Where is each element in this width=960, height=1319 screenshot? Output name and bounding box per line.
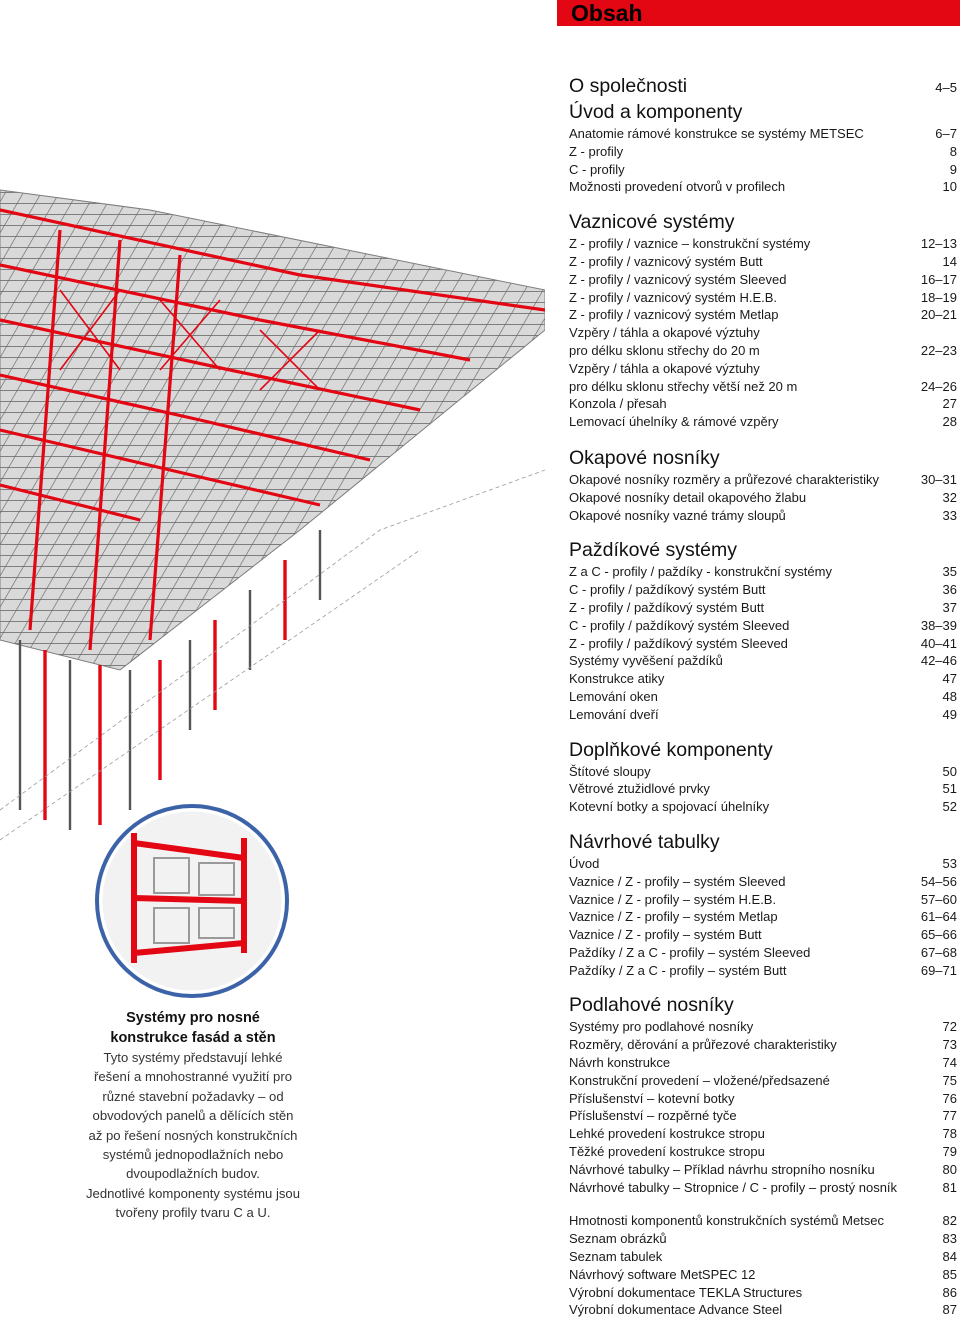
toc-entry[interactable] — [569, 360, 957, 378]
caption-title-2: konstrukce fasád a stěn — [110, 1030, 276, 1046]
toc-entry-label: Z - profily / vaznicový systém Butt — [569, 253, 763, 269]
toc-entry[interactable] — [569, 161, 957, 179]
toc-entry[interactable] — [569, 1248, 957, 1266]
toc-entry-pages: 81 — [942, 1179, 957, 1195]
toc-entry-label: Příslušenství – rozpěrné tyče — [569, 1108, 737, 1124]
toc-list-intro — [569, 125, 957, 196]
steel-frame-illustration — [0, 170, 545, 850]
toc-list-purlins — [569, 235, 957, 431]
toc-entry[interactable] — [569, 324, 957, 342]
toc-entry-pages: 10 — [942, 179, 957, 195]
toc-entry-pages: 38–39 — [920, 617, 957, 633]
toc-entry[interactable] — [569, 1054, 957, 1072]
toc-entry[interactable] — [569, 635, 957, 653]
toc-entry-label: Hmotnosti komponentů konstrukčních systémů Metsec — [569, 1213, 885, 1229]
toc-entry-label: Z - profily / vaznicový systém Metlap — [569, 307, 779, 323]
toc-entry[interactable] — [569, 342, 957, 360]
toc-entry-label: Okapové nosníky vazné trámy sloupů — [569, 507, 786, 523]
toc-entry-label: Z - profily / vaznice – konstrukční systémy — [569, 236, 811, 252]
toc-entry-label: Paždíky / Z a C - profily – systém Butt — [569, 962, 787, 978]
toc-entry-pages: 72 — [942, 1019, 957, 1035]
toc-entry[interactable] — [569, 688, 957, 706]
toc-entry[interactable] — [569, 1107, 957, 1125]
toc-entry[interactable] — [569, 962, 957, 980]
toc-list-appendix — [569, 1212, 957, 1319]
toc-entry-label: Vzpěry / táhla a okapové výztuhy — [569, 360, 760, 376]
toc-entry[interactable] — [569, 1072, 957, 1090]
toc-entry[interactable] — [569, 306, 957, 324]
caption-line: řešení a mnohostranné využití pro — [94, 1069, 292, 1085]
caption-line: až po řešení nosných konstrukčních — [88, 1127, 298, 1143]
toc-list-rails — [569, 563, 957, 723]
toc-section-extras[interactable]: Doplňkové komponenty — [569, 738, 773, 761]
toc-entry-label: Z - profily / paždíkový systém Butt — [569, 599, 765, 615]
toc-entry-label: Návrh konstrukce — [569, 1055, 671, 1071]
toc-entry[interactable] — [569, 1266, 957, 1284]
toc-entry-pages: 73 — [942, 1037, 957, 1053]
toc-entry-label: Anatomie rámové konstrukce se systémy METSEC — [569, 126, 864, 141]
toc-entry-pages: 61–64 — [920, 909, 957, 925]
toc-entry[interactable] — [569, 926, 957, 944]
toc-entry-pages: 20–21 — [920, 307, 957, 323]
toc-entry-label: Lehké provedení kostrukce stropu — [569, 1126, 765, 1142]
toc-entry-label: Konzola / přesah — [569, 396, 667, 412]
toc-entry[interactable] — [569, 944, 957, 962]
caption-line: systémů jednopodlažních nebo — [102, 1147, 284, 1163]
toc-entry[interactable] — [569, 617, 957, 635]
toc-entry-label: Konstrukční provedení – vložené/předsazené — [569, 1072, 830, 1088]
toc-entry-pages: 6–7 — [935, 126, 957, 141]
toc-entry[interactable] — [569, 235, 957, 253]
toc-entry-label: Seznam tabulek — [569, 1249, 663, 1265]
toc-entry-label: Lemování oken — [569, 688, 658, 704]
toc-entry-label: C - profily / paždíkový systém Butt — [569, 582, 766, 598]
toc-entry-pages: 33 — [942, 507, 957, 523]
toc-entry-label: Těžké provedení kostrukce stropu — [569, 1144, 765, 1160]
toc-entry-pages: 30–31 — [920, 471, 957, 487]
toc-entry-pages: 83 — [942, 1231, 957, 1247]
toc-entry-pages: 78 — [942, 1126, 957, 1142]
toc-entry-pages: 54–56 — [920, 873, 957, 889]
toc-entry[interactable] — [569, 763, 957, 781]
toc-entry-label: Z - profily / vaznicový systém H.E.B. — [569, 289, 778, 305]
toc-entry[interactable] — [569, 599, 957, 617]
caption-line: tvořeny profily tvaru C a U. — [115, 1205, 271, 1221]
toc-entry[interactable] — [569, 798, 957, 816]
toc-entry[interactable] — [569, 253, 957, 271]
toc-entry-label: Vzpěry / táhla a okapové výztuhy — [569, 325, 760, 341]
toc-entry-pages: 53 — [942, 855, 957, 871]
toc-entry-pages: 80 — [942, 1161, 957, 1177]
toc-entry[interactable] — [569, 1036, 957, 1054]
caption-title-1: Systémy pro nosné — [126, 1010, 260, 1026]
toc-entry[interactable] — [569, 652, 957, 670]
toc-entry[interactable] — [569, 125, 957, 143]
toc-entry-label: Z a C - profily / paždíky - konstrukční systémy — [569, 564, 832, 580]
toc-entry-pages: 18–19 — [920, 289, 957, 305]
toc-entry-pages: 28 — [942, 414, 957, 430]
caption-line: Tyto systémy představují lehké — [103, 1050, 283, 1065]
toc-entry-pages: 65–66 — [920, 927, 957, 943]
toc-entry-pages: 85 — [942, 1266, 957, 1282]
toc-entry-label: Kotevní botky a spojovací úhelníky — [569, 799, 770, 815]
toc-entry-label: C - profily — [569, 161, 625, 177]
toc-entry[interactable] — [569, 1284, 957, 1302]
toc-entry-label: Vaznice / Z - profily – systém Sleeved — [569, 873, 786, 889]
toc-entry[interactable] — [569, 1143, 957, 1161]
toc-entry[interactable] — [569, 378, 957, 396]
toc-entry-label: Příslušenství – kotevní botky — [569, 1090, 735, 1106]
toc-entry[interactable] — [569, 563, 957, 581]
toc-entry[interactable] — [569, 780, 957, 798]
caption-line: obvodových panelů a dělících stěn — [92, 1108, 294, 1124]
toc-entry[interactable] — [569, 507, 957, 525]
page-title: Obsah — [571, 0, 643, 26]
toc-entry[interactable] — [569, 908, 957, 926]
toc-entry-pages: 27 — [942, 396, 957, 412]
toc-entry[interactable] — [569, 1212, 957, 1230]
toc-entry-label: Větrové ztužidlové prvky — [569, 781, 710, 797]
toc-list-eaves — [569, 471, 957, 524]
toc-entry[interactable] — [569, 1018, 957, 1036]
toc-entry-pages: 82 — [942, 1213, 957, 1229]
toc-entry-pages: 50 — [942, 763, 957, 779]
toc-entry-pages: 49 — [942, 706, 957, 722]
toc-entry[interactable] — [569, 289, 957, 307]
toc-entry-pages: 9 — [949, 161, 957, 177]
toc-section-rails[interactable]: Paždíkové systémy — [569, 539, 737, 562]
toc-entry[interactable] — [569, 873, 957, 891]
toc-entry-label: Návrhové tabulky – Stropnice / C - profily – prostý nosník — [569, 1179, 898, 1195]
toc-entry-label: Rozměry, děrování a průřezové charakteristiky — [569, 1037, 837, 1053]
table-of-contents — [569, 74, 957, 1319]
toc-list-extras — [569, 763, 957, 816]
toc-entry-pages: 16–17 — [920, 271, 957, 287]
toc-section-purlins[interactable]: Vaznicové systémy — [569, 211, 735, 234]
toc-entry-pages: 76 — [942, 1090, 957, 1106]
toc-entry[interactable] — [569, 395, 957, 413]
toc-entry-label: pro délku sklonu střechy větší než 20 m — [569, 378, 798, 394]
toc-entry[interactable] — [569, 471, 957, 489]
toc-entry[interactable] — [569, 1301, 957, 1319]
toc-entry-label: Z - profily — [569, 143, 624, 159]
toc-entry-pages: 87 — [942, 1302, 957, 1318]
toc-entry[interactable] — [569, 1179, 957, 1197]
toc-entry[interactable] — [569, 891, 957, 909]
toc-entry-pages: 67–68 — [920, 944, 957, 960]
toc-entry[interactable] — [569, 1125, 957, 1143]
toc-entry-pages: 74 — [942, 1055, 957, 1071]
toc-list-tables — [569, 855, 957, 980]
toc-entry-pages: 84 — [942, 1249, 957, 1265]
toc-entry-label: Seznam obrázků — [569, 1231, 667, 1247]
toc-entry-label: C - profily / paždíkový systém Sleeved — [569, 617, 790, 633]
caption-line: Jednotlivé komponenty systému jsou — [86, 1185, 300, 1201]
toc-list-floor — [569, 1018, 957, 1196]
toc-entry-pages: 12–13 — [920, 236, 957, 252]
toc-entry-pages: 52 — [942, 799, 957, 815]
toc-entry-label: Možnosti provedení otvorů v profilech — [569, 179, 786, 195]
toc-entry-label: Výrobní dokumentace Advance Steel — [569, 1302, 783, 1318]
toc-entry-pages: 35 — [942, 564, 957, 580]
toc-entry-label: Vaznice / Z - profily – systém Metlap — [569, 909, 778, 925]
toc-entry-label: Vaznice / Z - profily – systém H.E.B. — [569, 891, 777, 907]
toc-entry-label: Návrhové tabulky – Příklad návrhu stropního nosníku — [569, 1161, 875, 1177]
toc-entry-pages: 57–60 — [920, 891, 957, 907]
toc-entry-pages: 75 — [942, 1072, 957, 1088]
toc-entry[interactable] — [569, 489, 957, 507]
toc-entry-label: Výrobní dokumentace TEKLA Structures — [569, 1284, 803, 1300]
toc-entry[interactable] — [569, 271, 957, 289]
toc-entry-pages: 48 — [942, 688, 957, 704]
toc-section-floor[interactable]: Podlahové nosníky — [569, 994, 734, 1017]
toc-entry-pages: 47 — [942, 671, 957, 687]
toc-section-eaves[interactable]: Okapové nosníky — [569, 446, 720, 469]
toc-entry-pages: 8 — [949, 143, 957, 159]
toc-entry[interactable] — [569, 178, 957, 196]
toc-entry-label: Lemovací úhelníky & rámové vzpěry — [569, 414, 779, 430]
toc-entry-pages: 22–23 — [920, 342, 957, 358]
caption — [60, 1008, 326, 1223]
toc-entry-label: Lemování dveří — [569, 706, 659, 722]
toc-entry-label: Systémy vyvěšení paždíků — [569, 653, 723, 669]
toc-entry-pages: 86 — [942, 1284, 957, 1300]
toc-entry-pages: 24–26 — [920, 378, 957, 394]
toc-entry[interactable] — [569, 413, 957, 431]
facade-system-callout — [94, 803, 290, 999]
toc-section-intro[interactable]: Úvod a komponenty — [569, 101, 743, 123]
toc-entry[interactable] — [569, 1161, 957, 1179]
toc-entry-label: Návrhový software MetSPEC 12 — [569, 1266, 756, 1282]
toc-entry-pages: 51 — [942, 781, 957, 797]
toc-entry[interactable] — [569, 706, 957, 724]
toc-entry-pages: 77 — [942, 1108, 957, 1124]
toc-entry-label: Okapové nosníky detail okapového žlabu — [569, 489, 807, 505]
toc-entry-label: Okapové nosníky rozměry a průřezové charakteristiky — [569, 471, 879, 487]
toc-entry-pages: 37 — [942, 599, 957, 615]
toc-section-about[interactable]: O společnosti 4–5 — [569, 75, 957, 97]
caption-line: dvoupodlažních budov. — [126, 1166, 260, 1182]
toc-entry-pages: 42–46 — [920, 653, 957, 669]
toc-entry-label: pro délku sklonu střechy do 20 m — [569, 342, 760, 358]
toc-entry-pages: 14 — [942, 253, 957, 269]
toc-entry-label: Vaznice / Z - profily – systém Butt — [569, 927, 762, 943]
toc-entry[interactable] — [569, 1090, 957, 1108]
toc-entry-label: Z - profily / vaznicový systém Sleeved — [569, 271, 787, 287]
toc-entry-pages: 32 — [942, 489, 957, 505]
toc-entry-label: Úvod — [569, 855, 600, 871]
toc-entry-pages: 40–41 — [920, 635, 957, 651]
toc-entry-label: Štítové sloupy — [569, 763, 651, 779]
toc-entry-label: Systémy pro podlahové nosníky — [569, 1019, 754, 1035]
toc-entry[interactable] — [569, 855, 957, 873]
toc-entry[interactable] — [569, 1230, 957, 1248]
title-bar — [557, 0, 960, 26]
toc-entry-label: Paždíky / Z a C - profily – systém Sleeved — [569, 944, 811, 960]
toc-entry[interactable] — [569, 670, 957, 688]
toc-entry[interactable] — [569, 143, 957, 161]
toc-entry-pages: 79 — [942, 1144, 957, 1160]
caption-line: různé stavební požadavky – od — [102, 1088, 284, 1104]
toc-entry-label: Z - profily / paždíkový systém Sleeved — [569, 635, 788, 651]
toc-entry-pages: 36 — [942, 582, 957, 598]
toc-entry-label: Konstrukce atiky — [569, 671, 665, 687]
toc-section-tables[interactable]: Návrhové tabulky — [569, 830, 720, 853]
toc-entry[interactable] — [569, 581, 957, 599]
toc-entry-pages: 69–71 — [920, 962, 957, 978]
